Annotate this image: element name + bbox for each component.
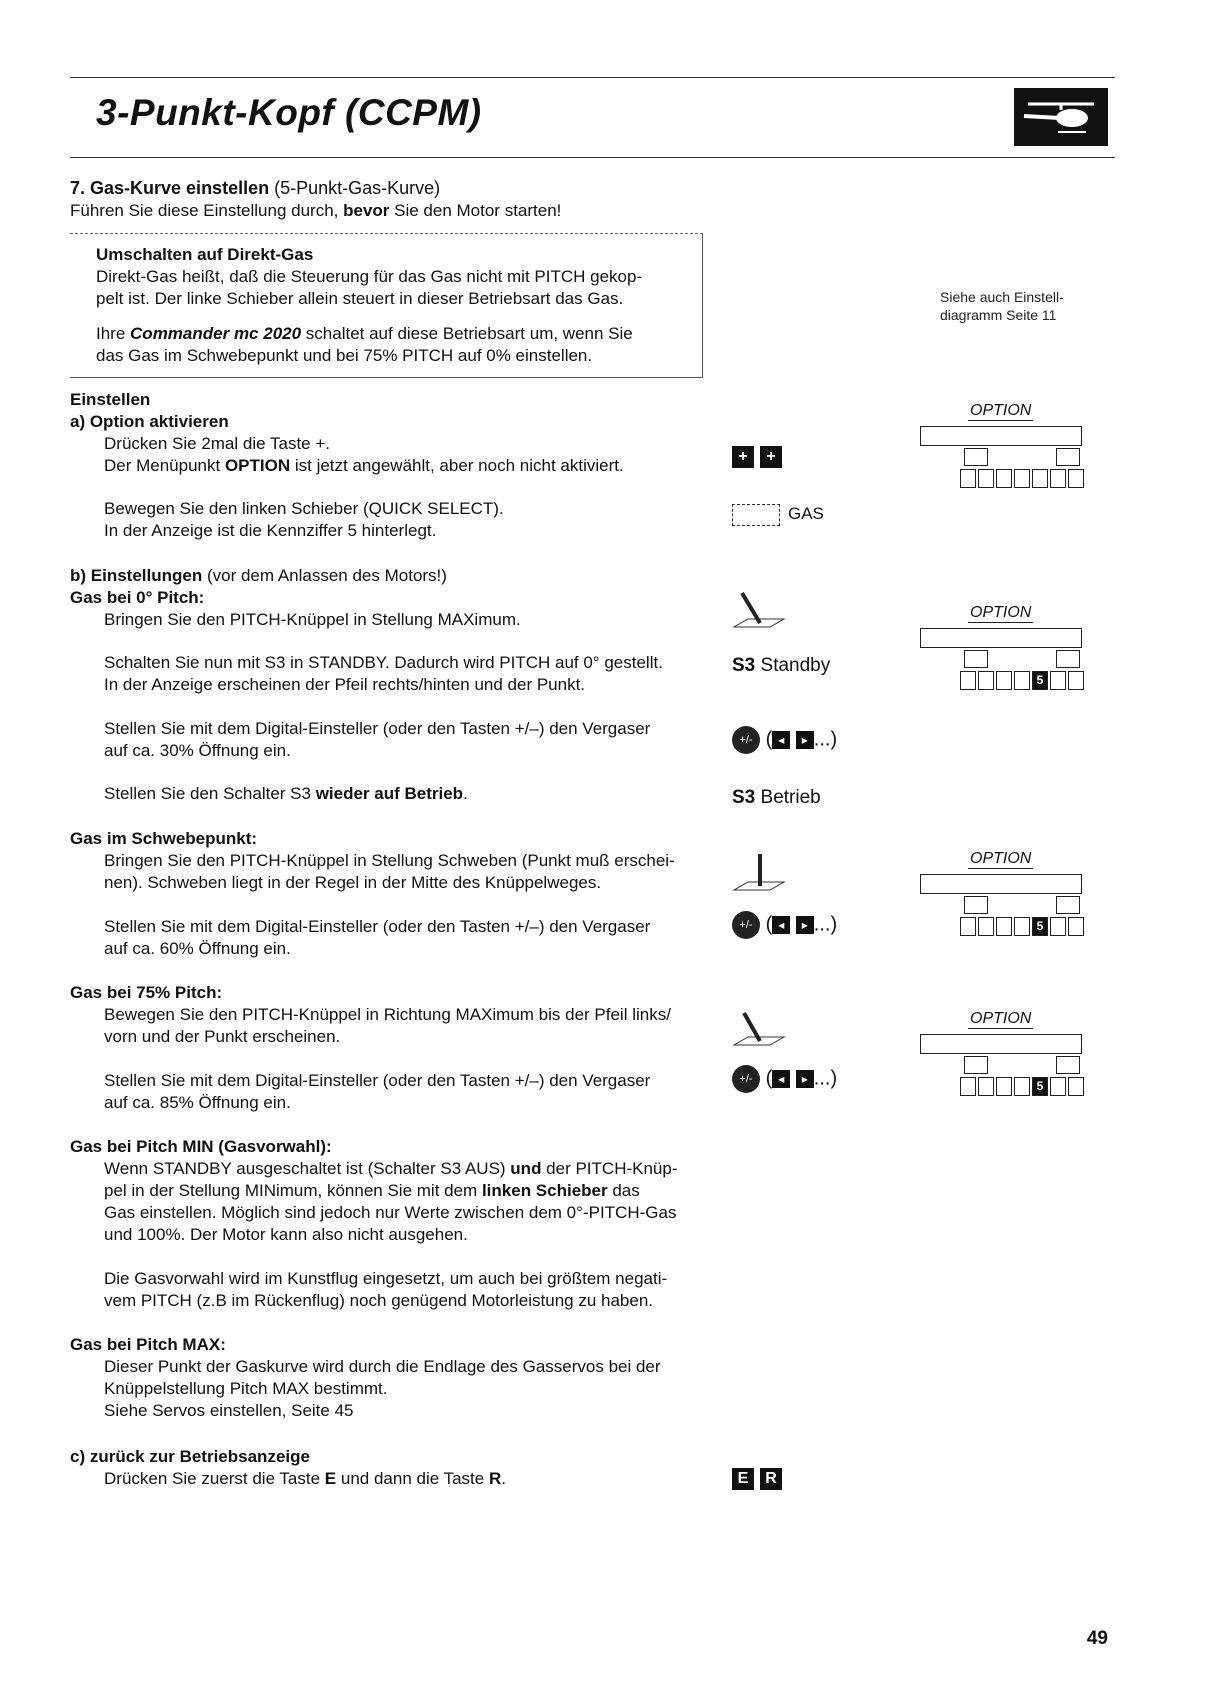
step-text: Bringen Sie den PITCH-Knüppel in Stellung MAXimum.	[104, 610, 521, 629]
step-b-bold: b) Einstellungen	[70, 566, 203, 585]
section-heading	[70, 177, 440, 199]
gas-max-title: Gas bei Pitch MAX:	[70, 1335, 226, 1354]
step-text	[104, 1468, 506, 1490]
step-text: Bringen Sie den PITCH-Knüppel in Stellung Schweben (Punkt muß erschei-	[104, 851, 675, 870]
seq-open: (	[765, 728, 773, 751]
display-cell	[960, 671, 976, 690]
box-line: pelt ist. Der linke Schieber allein steuert in dieser Betriebsart das Gas.	[96, 289, 624, 308]
display-bar	[920, 628, 1082, 648]
display-cell	[1014, 1077, 1030, 1096]
step-text: vem PITCH (z.B im Rückenflug) noch genügend Motorleistung zu haben.	[104, 1291, 653, 1310]
slider-icon	[732, 504, 780, 526]
step-text-part: Drücken Sie zuerst die Taste	[104, 1469, 325, 1488]
step-text: auf ca. 85% Öffnung ein.	[104, 1093, 291, 1112]
display-cell	[1050, 1077, 1066, 1096]
plus-key: +	[760, 446, 782, 468]
box-line: das Gas im Schwebepunkt und bei 75% PITCH auf 0% einstellen.	[96, 346, 593, 365]
r-key: R	[760, 1468, 782, 1490]
stick-center-icon	[730, 848, 790, 898]
s3-label: S3	[732, 787, 756, 808]
step-text	[104, 455, 624, 477]
display-row	[920, 1056, 1082, 1096]
step-text: vorn und der Punkt erscheinen.	[104, 1027, 341, 1046]
display-cell	[996, 671, 1012, 690]
digital-knob-icon: +/-	[732, 1065, 760, 1093]
gas-label: GAS	[788, 504, 824, 523]
step-text: Stellen Sie mit dem Digital-Einsteller (oder den Tasten +/–) den Vergaser	[104, 719, 651, 738]
digital-adjust-seq	[732, 726, 837, 754]
step-text-part: pel in der Stellung MINimum, können Sie mit dem	[104, 1181, 482, 1200]
step-text: auf ca. 60% Öffnung ein.	[104, 939, 291, 958]
option-display	[920, 850, 1084, 946]
option-label: OPTION	[970, 1010, 1032, 1027]
minus-key-icon: ◂	[772, 731, 790, 749]
display-cell	[1032, 469, 1048, 488]
step-text: Bewegen Sie den linken Schieber (QUICK SELECT).	[104, 499, 504, 518]
box-title: Umschalten auf Direkt-Gas	[96, 245, 314, 264]
display-cell	[1050, 917, 1066, 936]
display-digit-cell: 5	[1032, 917, 1048, 936]
step-text-bold: R	[488, 1469, 502, 1488]
step-text: Knüppelstellung Pitch MAX bestimmt.	[104, 1379, 388, 1398]
display-square	[964, 448, 988, 466]
stick-forward-icon	[730, 1003, 790, 1053]
section-heading-bold: 7. Gas-Kurve einstellen	[70, 178, 270, 198]
step-text: Schalten Sie nun mit S3 in STANDBY. Dadurch wird PITCH auf 0° gestellt.	[104, 653, 663, 672]
step-text: In der Anzeige erscheinen der Pfeil rechts/hinten und der Punkt.	[104, 675, 586, 694]
step-text-bold: linken Schieber	[481, 1181, 608, 1200]
step-b-title	[70, 565, 447, 587]
step-text-part: der PITCH-Knüp-	[541, 1159, 678, 1178]
step-text	[104, 1180, 640, 1202]
box-line: Direkt-Gas heißt, daß die Steuerung für das Gas nicht mit PITCH gekop-	[96, 267, 643, 286]
option-display	[920, 1010, 1084, 1106]
display-cell	[1050, 671, 1066, 690]
step-text-bold: E	[324, 1469, 337, 1488]
step-text-part: .	[463, 784, 468, 803]
side-note-line: diagramm Seite 11	[940, 307, 1057, 323]
display-row	[920, 448, 1082, 488]
step-text-bold: OPTION	[224, 456, 291, 475]
display-square	[1056, 448, 1080, 466]
display-cell	[1068, 917, 1084, 936]
digital-adjust-seq	[732, 1065, 837, 1093]
helicopter-icon	[1014, 88, 1108, 146]
display-digit-cell: 5	[1032, 1077, 1048, 1096]
quick-select-indicator	[732, 503, 824, 526]
display-cell	[1014, 917, 1030, 936]
s3-standby-label	[732, 655, 830, 677]
step-text-part: ist jetzt angewählt, aber noch nicht aktiviert.	[290, 456, 624, 475]
seq-close: ...)	[813, 913, 838, 936]
display-cell	[960, 1077, 976, 1096]
minus-key-icon: ◂	[772, 1070, 790, 1088]
display-cell	[1068, 1077, 1084, 1096]
display-cell	[960, 917, 976, 936]
step-text-part: .	[501, 1469, 506, 1488]
intro-text: Führen Sie diese Einstellung durch,	[70, 201, 344, 220]
step-text-part: Stellen Sie den Schalter S3	[104, 784, 316, 803]
minus-key-icon: ◂	[772, 916, 790, 934]
step-text: Bewegen Sie den PITCH-Knüppel in Richtung MAXimum bis der Pfeil links/	[104, 1005, 671, 1024]
step-text-bold: und	[510, 1159, 542, 1178]
display-bar	[920, 426, 1082, 446]
plus-key-icon: ▸	[796, 916, 814, 934]
betrieb-label: Betrieb	[755, 787, 821, 808]
box-text: Ihre	[96, 324, 131, 343]
seq-open: (	[765, 1067, 773, 1090]
side-note-line: Siehe auch Einstell-	[940, 289, 1064, 305]
intro-bold: bevor	[343, 201, 390, 220]
plus-key: +	[732, 446, 754, 468]
display-cell	[1014, 469, 1030, 488]
display-cell	[1068, 671, 1084, 690]
step-text: auf ca. 30% Öffnung ein.	[104, 741, 291, 760]
digital-knob-icon: +/-	[732, 726, 760, 754]
option-display	[920, 402, 1084, 498]
seq-close: ...)	[813, 1067, 838, 1090]
gas-75-title: Gas bei 75% Pitch:	[70, 983, 223, 1002]
step-text-part: und dann die Taste	[336, 1469, 489, 1488]
display-bar	[920, 874, 1082, 894]
step-text: nen). Schweben liegt in der Regel in der Mitte des Knüppelweges.	[104, 873, 602, 892]
s3-betrieb-label	[732, 787, 821, 809]
display-cell	[1068, 469, 1084, 488]
step-text	[104, 1158, 678, 1180]
display-square	[1056, 1056, 1080, 1074]
e-r-keys	[732, 1468, 788, 1490]
seq-close: ...)	[813, 728, 838, 751]
step-text: Stellen Sie mit dem Digital-Einsteller (oder den Tasten +/–) den Vergaser	[104, 917, 651, 936]
display-row	[920, 896, 1082, 936]
display-cell	[1050, 469, 1066, 488]
step-text: Siehe Servos einstellen, Seite 45	[104, 1401, 354, 1420]
step-text: Stellen Sie mit dem Digital-Einsteller (oder den Tasten +/–) den Vergaser	[104, 1071, 651, 1090]
display-square	[1056, 896, 1080, 914]
display-square	[1056, 650, 1080, 668]
step-text: Drücken Sie 2mal die Taste +.	[104, 434, 330, 453]
section-heading-rest: (5-Punkt-Gas-Kurve)	[274, 178, 441, 198]
step-c-title: c) zurück zur Betriebsanzeige	[70, 1447, 310, 1466]
seq-open: (	[765, 913, 773, 936]
display-bar	[920, 1034, 1082, 1054]
step-text: In der Anzeige ist die Kennziffer 5 hinterlegt.	[104, 521, 437, 540]
standby-label: Standby	[755, 655, 831, 676]
stick-max-icon	[730, 585, 790, 635]
gas-0-title: Gas bei 0° Pitch:	[70, 588, 205, 607]
gas-min-title: Gas bei Pitch MIN (Gasvorwahl):	[70, 1137, 332, 1156]
display-cell	[996, 1077, 1012, 1096]
display-square	[964, 1056, 988, 1074]
display-square	[964, 896, 988, 914]
display-cell	[960, 469, 976, 488]
einstellen-title: Einstellen	[70, 390, 151, 409]
display-square	[964, 650, 988, 668]
plus-keys	[732, 446, 788, 468]
display-cell	[1014, 671, 1030, 690]
intro-text-end: Sie den Motor starten!	[389, 201, 562, 220]
box-line-brand	[96, 323, 633, 345]
display-digit-cell: 5	[1032, 671, 1048, 690]
step-text-bold: wieder auf Betrieb	[315, 784, 464, 803]
display-cell	[996, 917, 1012, 936]
step-b-rest: (vor dem Anlassen des Motors!)	[202, 566, 447, 585]
box-text: schaltet auf diese Betriebsart um, wenn Sie	[301, 324, 633, 343]
display-row	[920, 650, 1082, 690]
digital-knob-icon: +/-	[732, 911, 760, 939]
step-text-part: Wenn STANDBY ausgeschaltet ist (Schalter S3 AUS)	[104, 1159, 511, 1178]
step-text	[104, 783, 468, 805]
step-text-part: Der Menüpunkt	[104, 456, 225, 475]
e-key: E	[732, 1468, 754, 1490]
step-a-title: a) Option aktivieren	[70, 412, 229, 431]
s3-label: S3	[732, 655, 756, 676]
step-text: und 100%. Der Motor kann also nicht ausgehen.	[104, 1225, 468, 1244]
display-cell	[978, 469, 994, 488]
brand-name: Commander mc 2020	[130, 324, 302, 343]
title-rule	[70, 157, 1115, 158]
side-note	[940, 288, 1064, 324]
page-number: 49	[1086, 1628, 1108, 1649]
step-text: Dieser Punkt der Gaskurve wird durch die Endlage des Gasservos bei der	[104, 1357, 661, 1376]
section-intro	[70, 200, 561, 222]
option-label: OPTION	[970, 402, 1032, 419]
plus-key-icon: ▸	[796, 731, 814, 749]
top-rule	[70, 77, 1115, 78]
option-display	[920, 604, 1084, 700]
step-text-part: das	[607, 1181, 640, 1200]
step-text: Gas einstellen. Möglich sind jedoch nur Werte zwischen dem 0°-PITCH-Gas	[104, 1203, 677, 1222]
option-label: OPTION	[970, 604, 1032, 621]
page-title: 3-Punkt-Kopf (CCPM)	[96, 92, 482, 133]
display-cell	[978, 917, 994, 936]
step-text: Die Gasvorwahl wird im Kunstflug eingesetzt, um auch bei größtem negati-	[104, 1269, 668, 1288]
display-cell	[996, 469, 1012, 488]
digital-adjust-seq	[732, 911, 837, 939]
gas-schwebe-title: Gas im Schwebepunkt:	[70, 829, 258, 848]
plus-key-icon: ▸	[796, 1070, 814, 1088]
display-cell	[978, 671, 994, 690]
display-cell	[978, 1077, 994, 1096]
option-label: OPTION	[970, 850, 1032, 867]
